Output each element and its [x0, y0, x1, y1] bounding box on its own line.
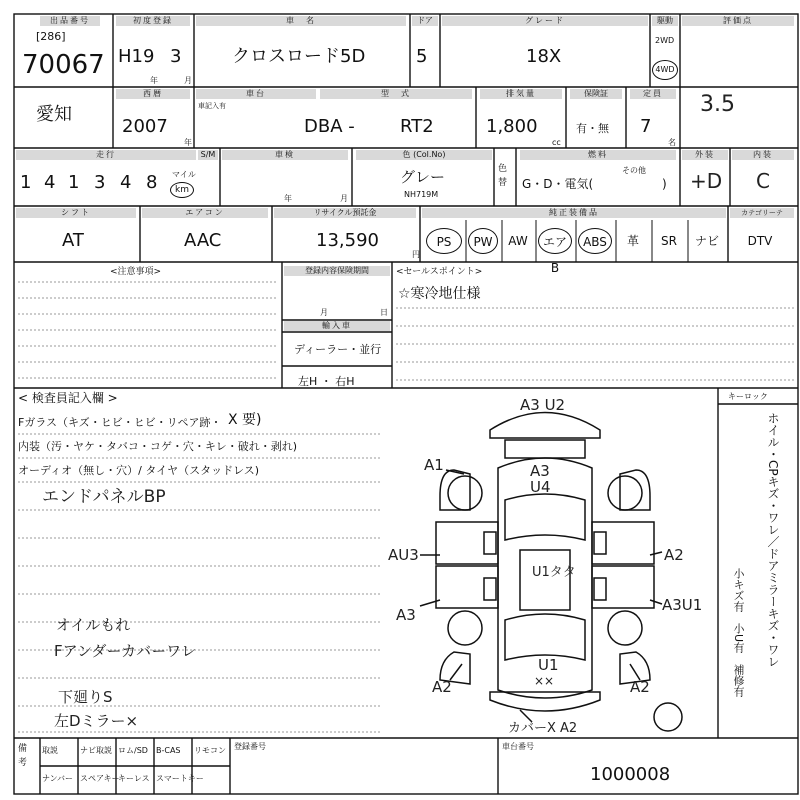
mark-roof-a3: A3	[530, 462, 550, 480]
mark-left-a2: A2	[432, 678, 452, 696]
recycle-opts: 有・無	[576, 122, 609, 135]
fuel-other: その他	[622, 166, 646, 175]
mark-left-a3: A3	[396, 606, 416, 624]
ext-grade: +D	[690, 169, 723, 193]
shift-label: シフト	[16, 208, 136, 218]
glass-line: Fガラス（キズ・ヒビ・ヒビ・リペア跡・	[18, 416, 222, 429]
cap-unit: 名	[668, 138, 676, 147]
inspection-m: 月	[340, 194, 348, 203]
lot-label: 出品番号	[40, 16, 100, 26]
disp-unit: cc	[552, 138, 561, 147]
footer-item-2-1: スペアキー	[80, 774, 120, 783]
equipment-8: DTV	[747, 234, 773, 248]
doors: 5	[416, 46, 428, 67]
sale-point: ☆寒冷地仕様	[398, 286, 481, 302]
footer-item-2-0: ナンバー	[42, 774, 74, 783]
region: 愛知	[36, 104, 72, 125]
mark-top: A3 U2	[520, 396, 566, 414]
equipment-4: ABS	[578, 228, 612, 254]
footer-item-1-2: ロム/SD	[118, 746, 148, 755]
chassis-label: 車台	[196, 89, 316, 99]
reg-unit-m: 月	[184, 76, 192, 85]
mark-right-a2b: A2	[630, 678, 650, 696]
reg-month: 3	[170, 46, 182, 67]
mark-roof-u4: U4	[530, 478, 551, 496]
mark-a1: A1	[424, 456, 444, 474]
mark-right-a2: A2	[664, 546, 684, 564]
ownership-d: 日	[380, 308, 388, 317]
reg-no-label: 登録番号	[234, 742, 266, 751]
grade-label: グレード	[442, 16, 648, 26]
reg-label: 初度登録	[116, 16, 190, 26]
side-text-1: ホイル・CPキズ・ワレ／ドアミラーキズ・ワレ	[766, 412, 780, 668]
name-label: 車 名	[196, 16, 406, 26]
equipment-0: PS	[426, 228, 462, 254]
score-label: 評価点	[682, 16, 794, 26]
recycle-fee-label: リサイクル預託金	[274, 208, 416, 218]
mile-unit: マイル	[172, 170, 196, 179]
chassis-note: 車記入有	[198, 102, 226, 110]
steering: 左H ・ 右H	[298, 375, 355, 388]
km-unit: km	[170, 182, 194, 198]
audio-line: オーディオ（無し・穴）/ タイヤ（スタッドレス)	[18, 464, 260, 477]
mileage-d5: 4	[120, 172, 132, 193]
footer-item-2-2: キーレス	[118, 774, 150, 783]
footer-item-1-0: 取説	[42, 746, 58, 755]
sale-label: <セールスポイント>	[396, 267, 483, 277]
int-label: 内装	[732, 150, 794, 160]
year-label: 西暦	[116, 89, 190, 99]
meter-label: S/M	[198, 150, 218, 160]
mark-right-a3u1: A3U1	[662, 596, 703, 614]
footer-item-1-4: リモコン	[194, 746, 226, 755]
ac: AAC	[184, 230, 222, 251]
hand-note-3: Fアンダーカバーワレ	[54, 642, 197, 660]
drive-2wd: 2WD	[655, 36, 675, 45]
int-grade: C	[756, 169, 770, 193]
reg-unit-y: 年	[150, 76, 158, 85]
interior-line: 内装（汚・ヤケ・タバコ・コゲ・穴・キレ・破れ・剥れ)	[18, 440, 298, 453]
inspection-y: 年	[284, 194, 292, 203]
footer-item-2-3: スマートキー	[156, 774, 204, 783]
mark-left-au3: AU3	[388, 546, 419, 564]
fuel-close: )	[662, 177, 667, 191]
mark-bottom: カバーX A2	[508, 721, 578, 736]
mileage-d2: 4	[44, 172, 56, 193]
mark-front-xx: ××	[534, 674, 555, 688]
recycle-label: 保険証	[570, 89, 622, 99]
year: 2007	[122, 116, 168, 137]
hand-note-2: オイルもれ	[56, 616, 131, 634]
year-unit: 年	[184, 138, 192, 147]
dealer: ディーラー・並行	[294, 343, 382, 356]
lot-sub: [286]	[36, 30, 66, 43]
glass-x: X 要)	[228, 412, 262, 428]
equipment-3: エアB	[538, 228, 572, 254]
equipment-6: SR	[661, 234, 677, 248]
tv-label: カテゴリーテ	[730, 208, 794, 218]
footer-item-1-3: B-CAS	[156, 746, 181, 755]
equipment-7: ナビ	[694, 234, 719, 248]
footer-item-1-1: ナビ取説	[80, 746, 112, 755]
reg-era: H19	[118, 46, 155, 67]
model: RT2	[400, 116, 434, 137]
chassis-no: 1000008	[590, 764, 671, 785]
fuel-label: 燃料	[520, 150, 676, 160]
mileage-label: 走行	[16, 150, 196, 160]
note-label: <注意事項>	[110, 267, 162, 277]
drive-4wd: 4WD	[652, 60, 678, 80]
inspection-label: 車検	[222, 150, 348, 160]
hand-note-1: エンドパネルBP	[42, 487, 166, 507]
mark-center-u1: U1タタ	[532, 565, 576, 580]
side-text-2: 小キズ有 小U有 補修有	[732, 568, 745, 698]
score-value: 3.5	[700, 92, 735, 117]
inspector-title: < 検査員記入欄 >	[18, 391, 118, 405]
color-label: 色 (Col.No)	[356, 150, 492, 160]
capacity: 7	[640, 116, 652, 137]
disp-label: 排気量	[480, 89, 562, 99]
mileage-d6: 8	[146, 172, 158, 193]
mileage-d3: 1	[68, 172, 80, 193]
drive-label: 駆動	[652, 16, 678, 26]
grade: 18X	[526, 46, 562, 67]
color-change-label: 色替	[498, 164, 508, 188]
equipment-2: AW	[508, 234, 528, 248]
mark-front-u1: U1	[538, 656, 559, 674]
mileage-d4: 3	[94, 172, 106, 193]
equipment-1: PW	[468, 228, 498, 254]
footer-label: 備考	[18, 744, 28, 768]
color: グレー	[400, 168, 446, 186]
security-label: キーロック	[728, 392, 768, 401]
color-code: NH719M	[404, 190, 439, 199]
recycle-unit: 円	[412, 250, 420, 259]
mileage-d1: 1	[20, 172, 32, 193]
hand-note-5: 左Dミラー×	[54, 712, 139, 730]
door-label: ドア	[412, 16, 438, 26]
lot-number: 70067	[22, 50, 105, 80]
equipment-5: 革	[626, 234, 639, 248]
ac-label: エアコン	[142, 208, 268, 218]
import-label: 輸入車	[284, 321, 390, 331]
recycle-fee: 13,590	[316, 230, 379, 251]
ownership-m: 月	[320, 308, 328, 317]
ownership-label: 登録内容保険期間	[284, 266, 390, 276]
equip-label: 純正装備品	[422, 208, 726, 218]
hand-note-4: 下廻りS	[58, 688, 113, 706]
chassis-no-label: 車台番号	[502, 742, 534, 751]
fuel-opts: G・D・電気(	[522, 177, 594, 191]
displacement: 1,800	[486, 116, 538, 137]
model-prefix: DBA -	[304, 116, 355, 137]
car-name: クロスロード5D	[232, 46, 366, 67]
model-label: 型 式	[320, 89, 472, 99]
ext-label: 外装	[682, 150, 728, 160]
shift: AT	[62, 230, 84, 251]
cap-label: 定員	[630, 89, 676, 99]
